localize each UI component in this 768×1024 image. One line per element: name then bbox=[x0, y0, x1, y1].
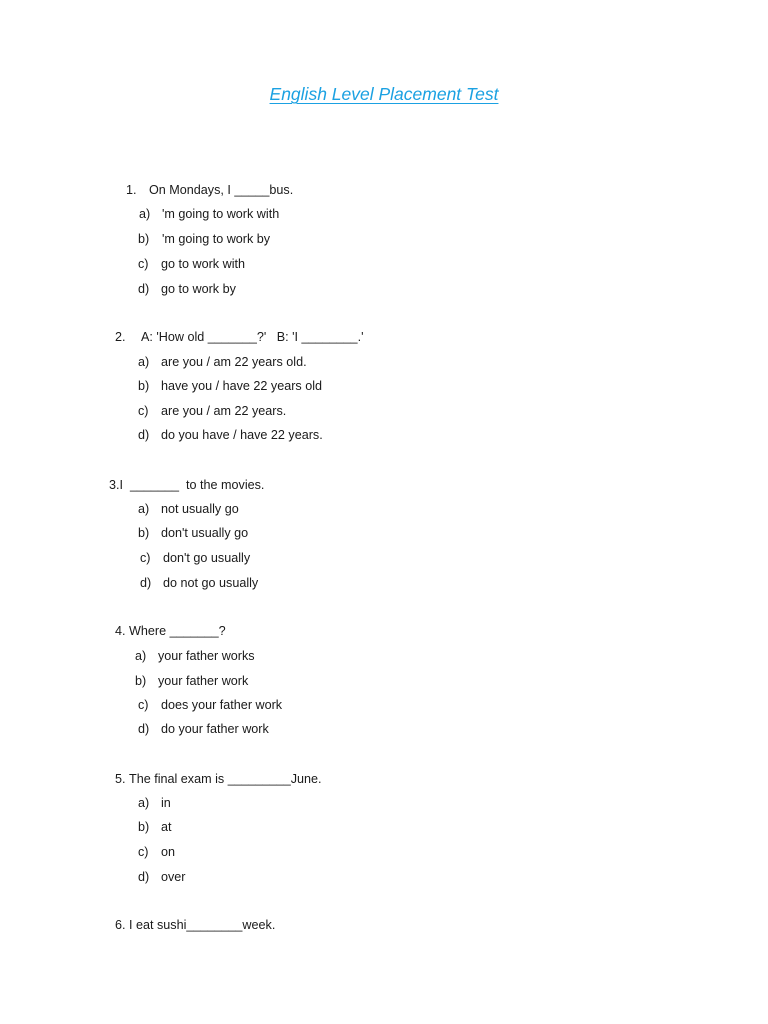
option-letter: c) bbox=[138, 698, 149, 712]
option-letter: a) bbox=[135, 649, 147, 663]
page-title: English Level Placement Test bbox=[269, 84, 499, 104]
option-text: go to work with bbox=[161, 257, 245, 271]
question-prompt: Where _______? bbox=[129, 624, 226, 638]
option-letter: b) bbox=[138, 232, 150, 246]
option-letter: a) bbox=[138, 355, 150, 369]
option-text: don't go usually bbox=[163, 551, 251, 565]
option-letter: a) bbox=[138, 796, 150, 810]
option-text: your father works bbox=[158, 649, 255, 663]
option-letter: b) bbox=[138, 526, 150, 540]
option-text: at bbox=[161, 820, 172, 834]
question-prompt: I eat sushi________week. bbox=[129, 918, 276, 932]
option-letter: c) bbox=[138, 404, 149, 418]
option-text: do not go usually bbox=[163, 576, 259, 590]
question-number: 4. bbox=[115, 624, 126, 638]
question-prompt: A: 'How old _______?' B: 'I ________.' bbox=[141, 330, 364, 344]
option-text: not usually go bbox=[161, 502, 239, 516]
option-letter: b) bbox=[135, 674, 147, 688]
option-text: do you have / have 22 years. bbox=[161, 428, 323, 442]
option-text: go to work by bbox=[161, 282, 236, 296]
option-letter: d) bbox=[138, 722, 150, 736]
option-text: 'm going to work by bbox=[162, 232, 271, 246]
question-number: 5. bbox=[115, 772, 126, 786]
option-text: are you / am 22 years old. bbox=[161, 355, 307, 369]
question-number: 3.I bbox=[109, 478, 124, 492]
option-letter: d) bbox=[138, 282, 150, 296]
option-letter: a) bbox=[138, 502, 150, 516]
question-number: 1. bbox=[126, 183, 137, 197]
option-letter: c) bbox=[138, 257, 149, 271]
option-text: in bbox=[161, 796, 171, 810]
option-text: are you / am 22 years. bbox=[161, 404, 287, 418]
option-letter: d) bbox=[138, 870, 150, 884]
question-number: 6. bbox=[115, 918, 126, 932]
option-letter: b) bbox=[138, 379, 150, 393]
question-prompt: _______ to the movies. bbox=[130, 478, 265, 492]
option-text: over bbox=[161, 870, 186, 884]
option-letter: a) bbox=[139, 207, 151, 221]
option-text: do your father work bbox=[161, 722, 269, 736]
option-letter: c) bbox=[138, 845, 149, 859]
option-text: don't usually go bbox=[161, 526, 249, 540]
option-letter: c) bbox=[140, 551, 151, 565]
option-letter: d) bbox=[138, 428, 150, 442]
option-text: 'm going to work with bbox=[162, 207, 280, 221]
question-prompt: The final exam is _________June. bbox=[129, 772, 322, 786]
option-text: does your father work bbox=[161, 698, 283, 712]
question-prompt: On Mondays, I _____bus. bbox=[149, 183, 294, 197]
option-letter: b) bbox=[138, 820, 150, 834]
question-number: 2. bbox=[115, 330, 126, 344]
option-text: your father work bbox=[158, 674, 249, 688]
option-letter: d) bbox=[140, 576, 152, 590]
option-text: on bbox=[161, 845, 176, 859]
option-text: have you / have 22 years old bbox=[161, 379, 323, 393]
